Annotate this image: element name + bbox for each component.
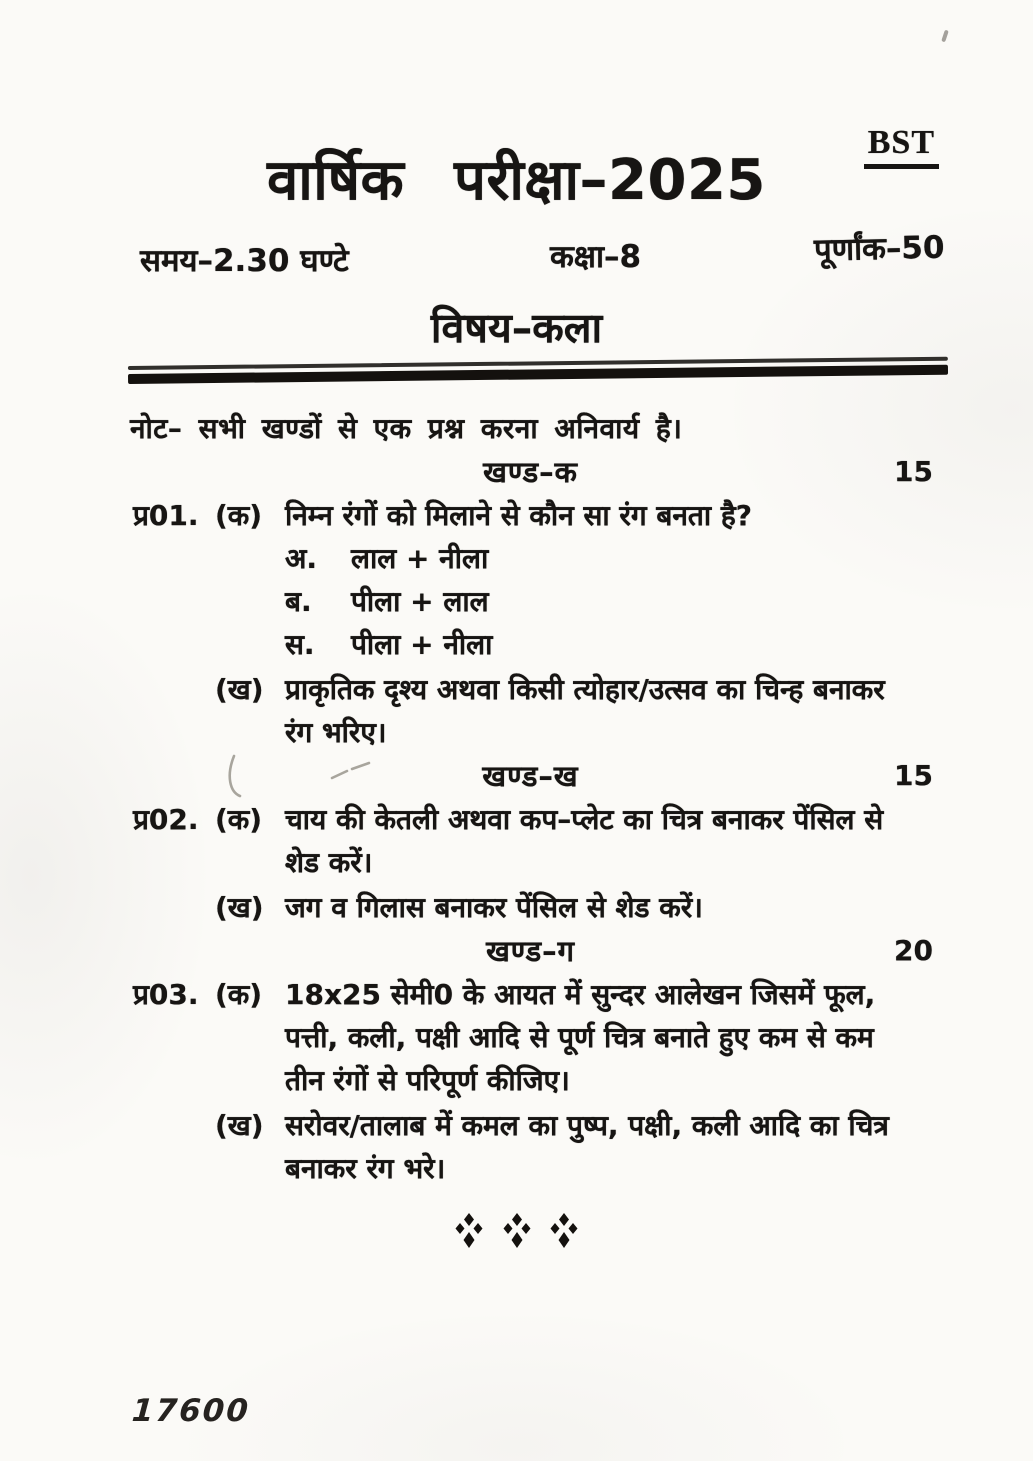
question-line: प्राकृतिक दृश्य अथवा किसी त्योहार/उत्सव का चिन्ह बनाकर xyxy=(285,673,885,706)
question-number: प्र02. xyxy=(133,803,199,836)
question-line: रंग भरिए। xyxy=(285,716,387,749)
question-line: जग व गिलास बनाकर पेंसिल से शेड करें। xyxy=(285,891,703,924)
section-c-heading: खण्ड–ग xyxy=(486,934,575,968)
question-2-part-a-row xyxy=(0,798,1033,884)
question-line: पत्ती, कली, पक्षी आदि से पूर्ण चित्र बनाते हुए कम से कम xyxy=(285,1021,874,1054)
question-line: बनाकर रंग भरे। xyxy=(285,1152,446,1185)
option-label: अ. xyxy=(285,542,318,575)
section-c-heading-row xyxy=(0,929,1033,973)
question-number: प्र01. xyxy=(133,499,199,532)
section-a-heading: खण्ड–क xyxy=(483,455,578,489)
part-label: (ख) xyxy=(215,1109,264,1142)
exam-title: वार्षिक परीक्षा–2025 xyxy=(267,148,766,213)
option-text: पीला + लाल xyxy=(351,585,489,618)
end-ornament-icon xyxy=(548,1212,580,1250)
section-b-marks: 15 xyxy=(894,759,933,792)
section-b-heading-row xyxy=(0,754,1033,798)
part-text xyxy=(285,1104,947,1190)
question-line: तीन रंगों से परिपूर्ण कीजिए। xyxy=(285,1064,570,1097)
option-text: लाल + नीला xyxy=(351,542,489,575)
exam-class: कक्षा–8 xyxy=(549,239,642,275)
part-label: (क) xyxy=(215,499,263,532)
exam-subject: विषय–कला xyxy=(430,304,603,352)
question-number: प्र03. xyxy=(133,978,199,1011)
question-1-part-b-row xyxy=(0,668,1033,754)
section-a-heading-row xyxy=(0,450,1033,494)
question-3-part-b-row xyxy=(0,1104,1033,1190)
end-ornament-row xyxy=(0,1212,1033,1250)
question-line: शेड करें। xyxy=(285,846,373,879)
part-label: (ख) xyxy=(215,673,264,706)
section-b-heading: खण्ड–ख xyxy=(482,759,579,793)
section-a-marks: 15 xyxy=(894,455,933,488)
part-label: (क) xyxy=(215,803,263,836)
header-rule xyxy=(128,357,948,384)
part-text xyxy=(285,494,947,666)
footer-code: 17600 xyxy=(130,1393,252,1429)
exam-info-row xyxy=(0,229,1033,282)
exam-time: समय–2.30 घण्टे xyxy=(140,243,349,279)
question-line: सरोवर/तालाब में कमल का पुष्प, पक्षी, कली आदि का चित्र xyxy=(285,1109,889,1142)
part-text xyxy=(285,886,947,929)
option-row xyxy=(285,623,947,666)
exam-max-marks: पूर्णांक–50 xyxy=(814,229,946,269)
option-text: पीला + नीला xyxy=(351,628,493,661)
question-line: 18x25 सेमी0 के आयत में सुन्दर आलेखन जिसमें फूल, xyxy=(285,978,876,1011)
option-label: स. xyxy=(285,628,315,661)
question-2-part-b-row xyxy=(0,886,1033,929)
part-label: (ख) xyxy=(215,891,264,924)
option-label: ब. xyxy=(285,585,312,618)
question-1-part-a-row xyxy=(0,494,1033,666)
exam-note: नोट– सभी खण्डों से एक प्रश्न करना अनिवार्य है। xyxy=(130,412,683,445)
question-line: निम्न रंगों को मिलाने से कौन सा रंग बनता है? xyxy=(285,499,752,532)
corner-code: BST xyxy=(864,124,939,169)
end-ornament-icon xyxy=(501,1212,533,1250)
question-3-part-a-row xyxy=(0,973,1033,1102)
part-text xyxy=(285,973,947,1102)
end-ornament-icon xyxy=(453,1212,485,1250)
part-label: (क) xyxy=(215,978,263,1011)
question-line: चाय की केतली अथवा कप–प्लेट का चित्र बनाकर पेंसिल से xyxy=(285,803,884,836)
option-row xyxy=(285,537,947,580)
section-c-marks: 20 xyxy=(894,934,933,967)
option-row xyxy=(285,580,947,623)
